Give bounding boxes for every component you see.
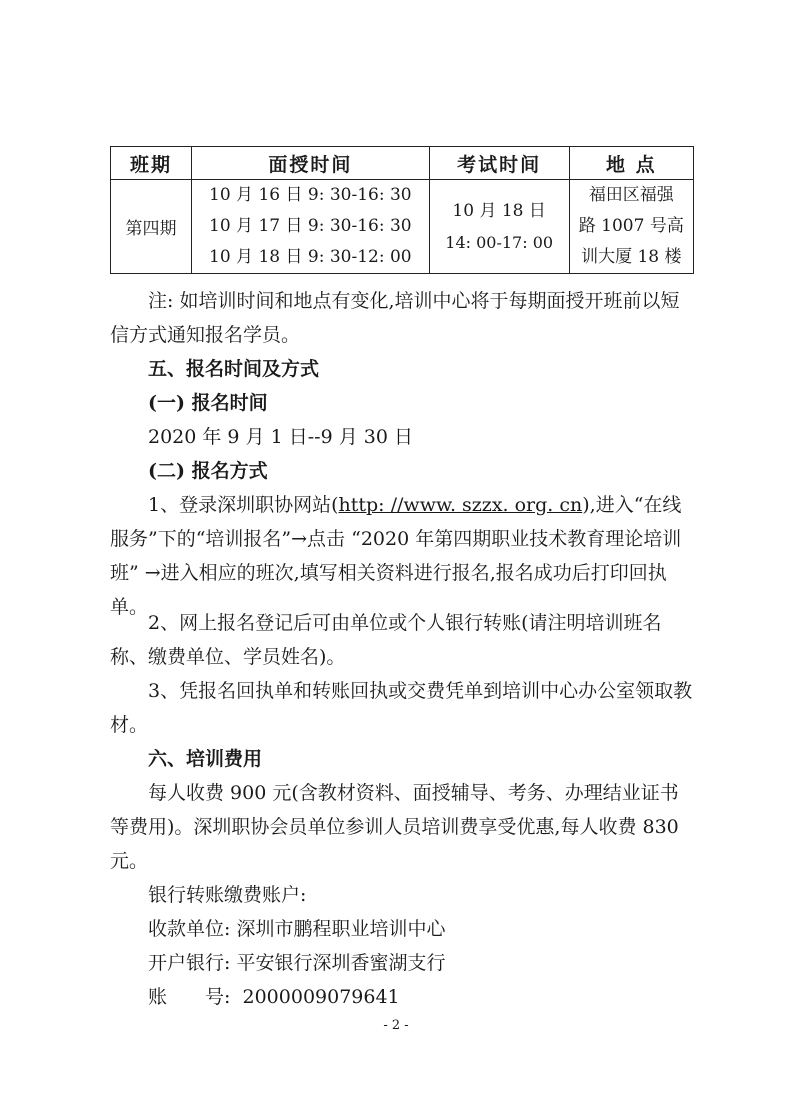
header-face-time: 面授时间: [191, 147, 429, 180]
table-row: [111, 180, 694, 274]
location-line-1: 福田区福强: [588, 185, 674, 205]
header-location: 地 点: [569, 147, 693, 180]
method-item-2: 2、网上报名登记后可由单位或个人银行转账(请注明培训班名称、缴费单位、学员姓名)。: [110, 612, 662, 668]
item1-prefix: 1、登录深圳职协网站(: [148, 494, 339, 516]
cell-period: 第四期: [111, 180, 192, 274]
payee: 收款单位: 深圳市鹏程职业培训中心: [148, 918, 446, 940]
account-label: 账 号:: [148, 986, 231, 1008]
account-number: 2000009079641: [242, 986, 400, 1008]
cell-face-times: [191, 180, 429, 274]
bank-header: 银行转账缴费账户:: [148, 884, 307, 906]
face-time-1: 10 月 16 日 9: 30-16: 30: [209, 185, 412, 205]
section6-title: 六、培训费用: [148, 748, 263, 770]
section5-sub1: (一) 报名时间: [148, 392, 268, 414]
account-line: [110, 980, 694, 1014]
table-note: 注: 如培训时间和地点有变化,培训中心将于每期面授开班前以短信方式通知报名学员。: [110, 290, 680, 346]
schedule-table: [110, 146, 694, 274]
face-time-3: 10 月 18 日 9: 30-12: 00: [209, 247, 412, 267]
face-time-2: 10 月 17 日 9: 30-16: 30: [209, 216, 412, 236]
bank-name: 开户银行: 平安银行深圳香蜜湖支行: [148, 952, 446, 974]
registration-date-range: 2020 年 9 月 1 日--9 月 30 日: [148, 426, 413, 448]
cell-exam-time: [429, 180, 569, 274]
item1-suffix: ),进入“在线服务”下的“培训报名”→点击 “2020 年第四期职业技术教育理论培训班” →进入相应的班次,填写相关资料进行报名,报名成功后打印回执单。: [110, 494, 682, 618]
table-header-row: [111, 147, 694, 180]
page-number: - 2 -: [383, 1018, 409, 1033]
fee-text: 每人收费 900 元(含教材资料、面授辅导、考务、办理结业证书等费用)。深圳职协会员单位参训人员培训费享受优惠,每人收费 830 元。: [110, 782, 679, 872]
header-period: 班期: [111, 147, 192, 180]
location-line-2: 路 1007 号高: [578, 216, 684, 236]
location-line-3: 训大厦 18 楼: [581, 247, 682, 267]
section5-title: 五、报名时间及方式: [148, 358, 320, 380]
exam-hours: 14: 00-17: 00: [445, 232, 554, 252]
header-exam-time: 考试时间: [429, 147, 569, 180]
method-item-1: [110, 488, 694, 624]
cell-location: [569, 180, 693, 274]
website-link[interactable]: http: //www. szzx. org. cn: [338, 494, 583, 516]
exam-date: 10 月 18 日: [452, 200, 546, 221]
method-item-3: 3、凭报名回执单和转账回执或交费凭单到培训中心办公室领取教材。: [110, 680, 693, 736]
section5-sub2: (二) 报名方式: [148, 460, 268, 482]
